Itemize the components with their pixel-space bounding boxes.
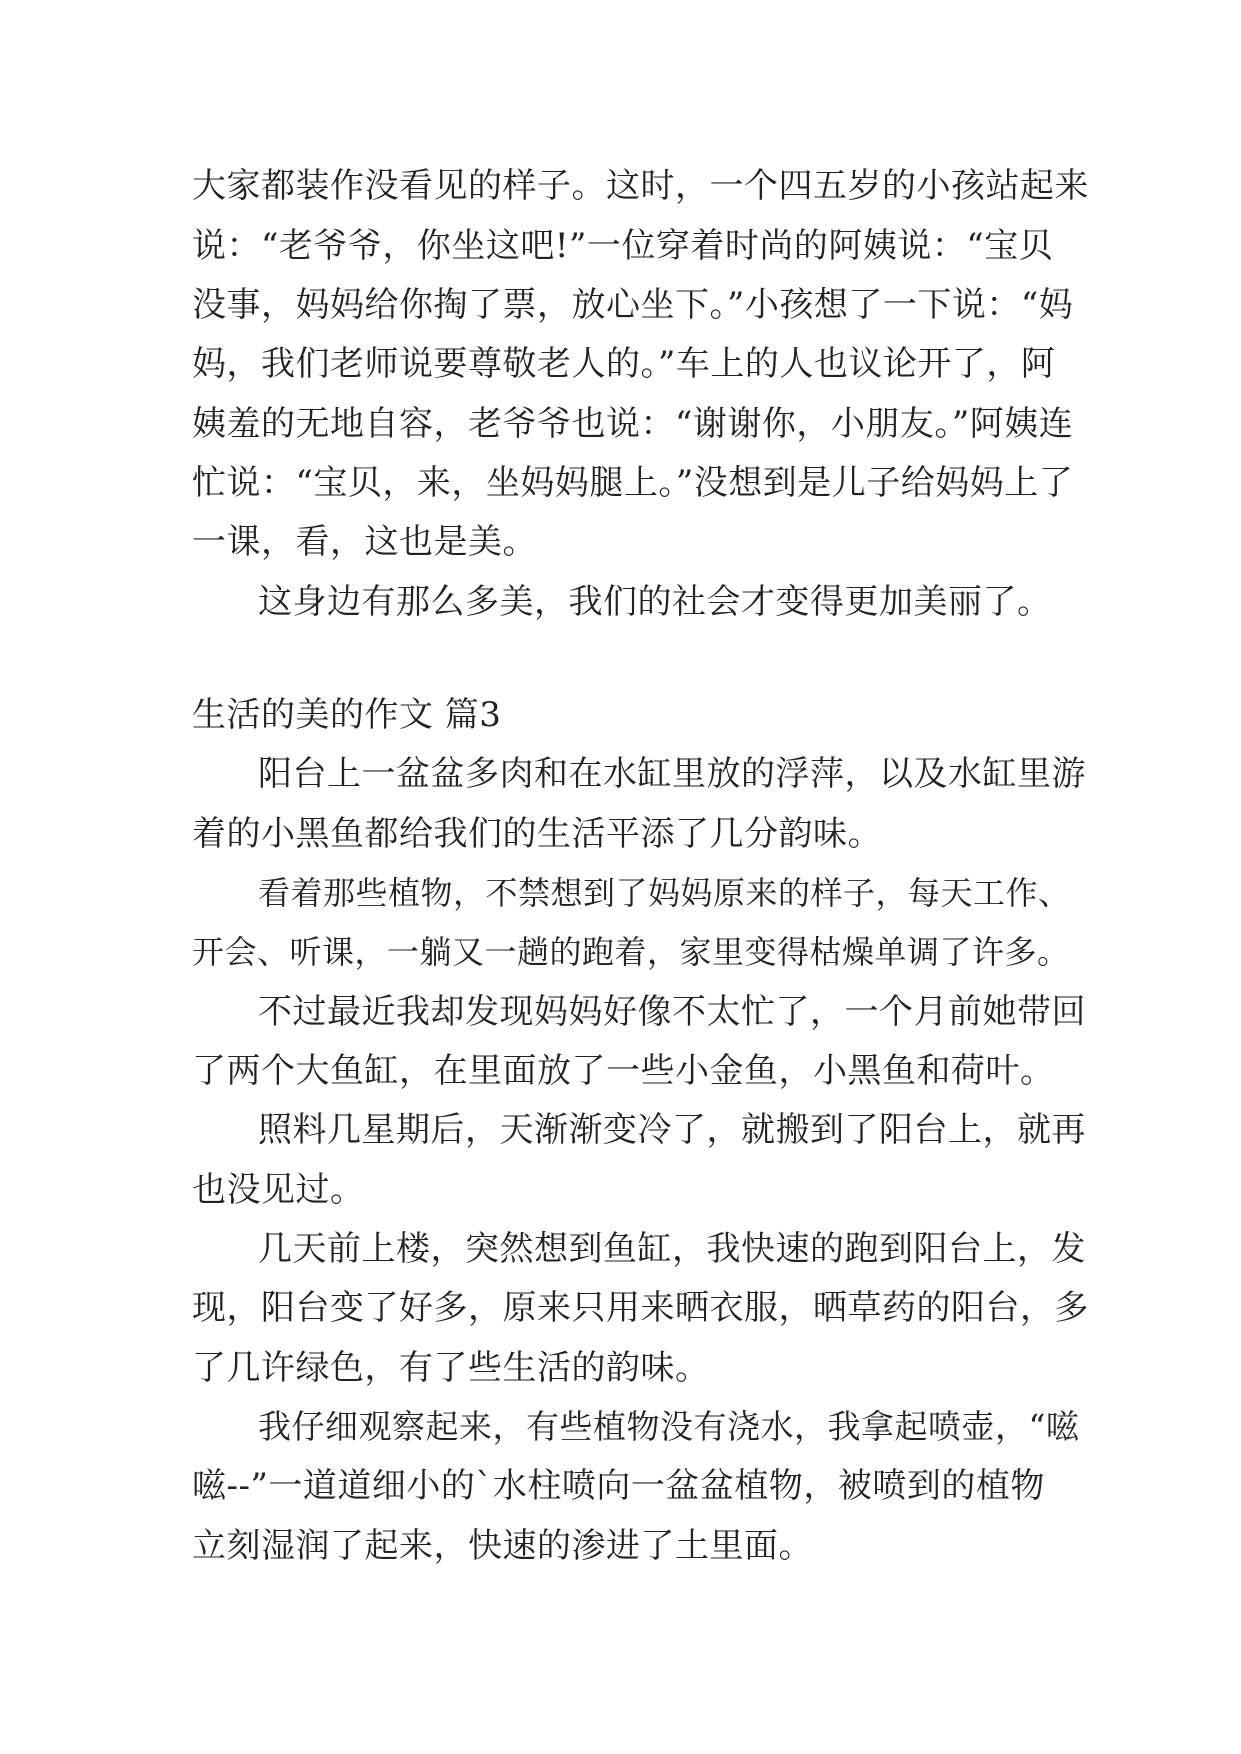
text-line: 几天前上楼，突然想到鱼缸，我快速的跑到阳台上，发	[258, 1229, 1086, 1269]
text-line: 妈，我们老师说要尊敬老人的。”车上的人也议论开了，阿	[192, 344, 1056, 384]
text-line: 这身边有那么多美，我们的社会才变得更加美丽了。	[258, 582, 1052, 622]
text-line: 不过最近我却发现妈妈好像不太忙了，一个月前她带回	[258, 992, 1086, 1032]
text-line: 嗞--”一道道细小的`水柱喷向一盆盆植物，被喷到的植物	[192, 1466, 1045, 1506]
text-line: 没事，妈妈给你掏了票，放心坐下。”小孩想了一下说：“妈	[192, 285, 1074, 325]
text-line: 一课，看，这也是美。	[192, 522, 537, 562]
text-line: 看着那些植物，不禁想到了妈妈原来的样子，每天工作、	[258, 874, 1071, 912]
text-line: 说：“老爷爷，你坐这吧!”一位穿着时尚的阿姨说：“宝贝	[192, 226, 1054, 266]
text-line: 大家都装作没看见的样子。这时，一个四五岁的小孩站起来	[192, 166, 1089, 206]
text-line: 了几许绿色，有了些生活的韵味。	[192, 1348, 710, 1388]
text-line: 姨羞的无地自容，老爷爷也说：“谢谢你，小朋友。”阿姨连	[192, 404, 1074, 444]
text-line: 阳台上一盆盆多肉和在水缸里放的浮萍，以及水缸里游	[258, 754, 1086, 794]
text-line: 照料几星期后，天渐渐变冷了，就搬到了阳台上，就再	[258, 1110, 1086, 1150]
text-line: 了两个大鱼缸，在里面放了一些小金鱼，小黑鱼和荷叶。	[192, 1051, 1055, 1091]
text-line: 立刻湿润了起来，快速的渗进了土里面。	[192, 1526, 813, 1566]
text-line: 开会、听课，一躺又一趟的跑着，家里变得枯燥单调了许多。	[192, 933, 1070, 971]
text-line: 着的小黑鱼都给我们的生活平添了几分韵味。	[192, 814, 882, 854]
text-line: 也没见过。	[192, 1170, 365, 1210]
text-line: 我仔细观察起来，有些植物没有浇水，我拿起喷壶，“嗞	[258, 1407, 1080, 1446]
section-heading: 生活的美的作文 篇3	[192, 695, 502, 735]
text-line: 现，阳台变了好多，原来只用来晒衣服，晒草药的阳台，多	[192, 1288, 1089, 1328]
text-line: 忙说：“宝贝，来，坐妈妈腿上。”没想到是儿子给妈妈上了	[192, 463, 1074, 503]
